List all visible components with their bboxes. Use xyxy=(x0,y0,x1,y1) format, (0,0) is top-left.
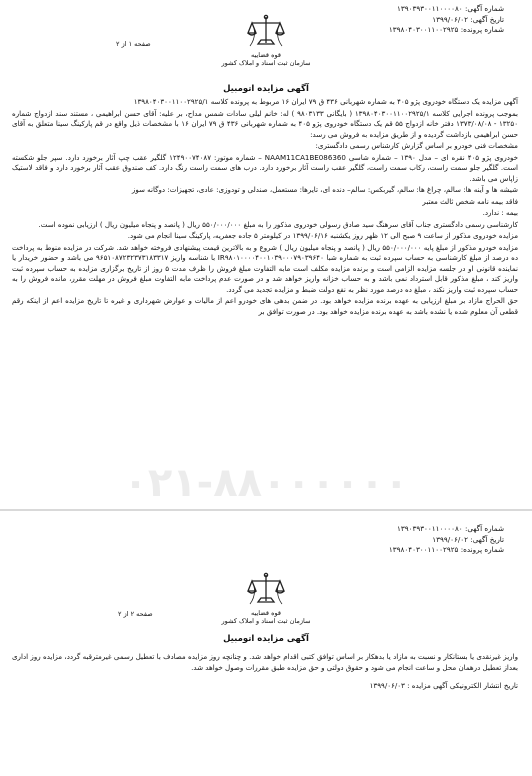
paragraph: بموجب پرونده اجرایی کلاسه ۱۳۹۸۰۴۰۳۰۰۱۱۰۰۲۹۲۵/۱ ( بایگانی ۹۸۰۳۱۳۳ ) له: خانم لیلی سادات شمس مداح، بر علیه: آقای حسن ابراهیمی ، مستند سند ازدواج شماره ۱۳۲۵۰ - ۱۳۷۳/۰۸/۰۸ دفتر خانه ازدواج ۵۵ قم یک دستگاه خودروی پژو ۴۰۵ به شماره شهربانی ۴۳۶ ق ۷۹ ایران ۱۶ با مشخصات ذیل واقع در قم پارکینگ سینا متعلق به آقای حسن ابراهیمی بازداشت گردیده و از طریق مزایده به فروش می رسد: xyxy=(12,108,519,139)
phone-watermark: ۰۲۱-۸۸۰۰۰۰۰۰ xyxy=(123,460,409,506)
notice-number: شماره آگهی: ۱۳۹۰۳۹۳۰۰۱۱۰۰۰۰۸۰ xyxy=(397,4,504,13)
paragraph: خودروی پژو ۴۰۵ نقره ای – مدل ۱۳۹۰ – شماره شاسی NAAM11CA1BE086360 – شماره موتور: ۱۲۴۹۰۰۷۴۰۸۷ گلگیر عقب چپ آثار برخورد دارد. سپر جلو شکسته است. گلگیر جلو سمت راست، رکاب سمت راست، گلگیر عقب راست آثار برخورد دارد. درب های سمت راست رنگ دارد. کف صندوق عقب آثار برخورد دارد و فاقد لاستیک زاپاس می باشد. xyxy=(12,152,518,183)
notice-body xyxy=(12,97,518,318)
notice-meta xyxy=(389,524,504,556)
paragraph: فاقد بیمه نامه شخص ثالث معتبر xyxy=(422,196,518,206)
paragraph: مزایده خودرو مذکور از مبلغ پایه ۵۵۰/۰۰۰/۰۰۰ ریال ( پانصد و پنجاه میلیون ریال ) شروع و به بالاترین قیمت پیشنهادی فروخته خواهد شد. شرکت در مزایده منوط به پرداخت ده درصد از مبلغ کارشناسی به حساب سپرده ثبت به شماره شبا IR۹۸۰۱۰۰۰۰۴۰۰۱۰۳۹۰۰۰۷۹۰۳۹۶۴۰ با شناسه واریز ۹۶۵۱۰۸۷۲۳۲۳۷۳۱۸۳۳۱۷ می باشد و حضور خریدار یا نماینده قانونی او در جلسه مزایده الزامی است و برنده مزایده مکلف است مابه التفاوت مبلغ فروش را ظرف مدت ۵ روز از تاریخ برگزاری مزایده به حساب سپرده ثبت واریز کند ، مبلغ مذکور قابل استرداد نمی باشد و به حساب خزانه واریز خواهد شد و در صورت عدم پرداخت مابه التفاوت مبلغ فروش در مهلت مقرر، مانده فروش را به حساب سپرده ثبت واریز نکند ، مبلغ ده درصد مورد نظر به نفع دولت ضبط و مزایده تجدید می گردد. xyxy=(12,242,519,294)
paragraph: مشخصات فنی خودرو بر اساس گزارش کارشناس رسمی دادگستری: xyxy=(315,141,518,150)
notice-body xyxy=(12,652,518,693)
page-number: صفحه ۱ از ۲ xyxy=(116,40,151,48)
paragraph: مزایده خودروی مذکور از ساعت ۹ صبح الی ۱۲ ظهر روز یکشنبه ۱۳۹۹/۰۶/۱۶ در کیلومتر ۵ جاده جعفریه، پارکینگ سینا انجام می شود. xyxy=(127,231,518,240)
page-number: صفحه ۲ از ۲ xyxy=(118,610,153,618)
org-name-judiciary: قوه قضاییه xyxy=(251,609,281,617)
notice-title: آگهی مزایده اتومبیل xyxy=(223,634,309,644)
notice-sheet-2 xyxy=(6,512,526,776)
notice-sheet-1 xyxy=(6,0,526,510)
paragraph: شیشه ها و آینه ها: سالم، چراغ ها: سالم، گیربکس: سالم– دنده ای، تایرها: مستعمل، صندلی و تودوزی: عادی، تجهیزات: دوگانه سوز xyxy=(131,185,518,194)
notice-number: شماره آگهی: ۱۳۹۰۳۹۳۰۰۱۱۰۰۰۰۸۰ xyxy=(397,524,504,533)
judiciary-logo xyxy=(206,14,326,67)
paragraph: بیمه : ندارد. xyxy=(482,208,518,217)
paragraph: آگهی مزایده یک دستگاه خودروی پژو ۴۰۵ به شماره شهربانی ۴۳۶ ق ۷۹ ایران ۱۶ مربوط به پرونده کلاسه ۱۳۹۸۰۴۰۳۰۰۱۱۰۰۲۹۲۵/۱ xyxy=(133,97,518,106)
scales-of-justice-icon xyxy=(246,14,286,50)
paragraph: حق الحراج مازاد بر مبلغ ارزیابی به عهده برنده مزایده خواهد بود. در ضمن بدهی های خودرو اعم از مالیات و عوارض شهرداری و غیره تا تاریخ مزایده اعم از اینکه رقم قطعی آن معلوم شده یا نشده باشد به عهده برنده مزایده خواهد بود. در صورت توافق بر xyxy=(12,296,518,316)
notice-date: تاریخ آگهی: ۱۳۹۹/۰۶/۰۲ xyxy=(432,534,504,544)
paragraph: واریز غیرنقدی یا بستانکار و نسبت به مازاد یا بدهکار بر اساس توافق کتبی اقدام خواهد شد. و چنانچه روز مزایده مصادف با تعطیل رسمی غیرمترقبه گردد، مزایده روز اداری بعداز تعطیل درهمان محل و ساعت انجام می شود و حقوق دولتی و حق مزایده طبق مقررات وصول خواهد شد. xyxy=(12,652,518,672)
org-name-registry: سازمان ثبت اسناد و املاک کشور xyxy=(221,59,311,67)
org-name-judiciary: قوه قضاییه xyxy=(251,51,281,59)
publication-date: تاریخ انتشار الکترونیکی آگهی مزایده : ۱۳۹۹/۰۶/۰۳ xyxy=(369,681,518,690)
scales-of-justice-icon xyxy=(246,572,286,608)
notice-title: آگهی مزایده اتومبیل xyxy=(223,84,309,94)
case-number: شماره پرونده: ۱۳۹۸۰۴۰۳۰۰۱۱۰۰۲۹۲۵ xyxy=(388,545,504,554)
judiciary-logo xyxy=(206,572,326,625)
paragraph: کارشناسی رسمی دادگستری جناب آقای سرهنگ سید صادق رسولی خودروی مذکور را به مبلغ ۵۵۰/۰۰۰/۰۰۰ ریال ( پانصد و پنجاه میلیون ریال ) ارزیابی نموده است. xyxy=(38,219,518,229)
org-name-registry: سازمان ثبت اسناد و املاک کشور xyxy=(221,617,311,625)
notice-meta xyxy=(389,4,504,36)
case-number: شماره پرونده: ۱۳۹۸۰۴۰۳۰۰۱۱۰۰۲۹۲۵ xyxy=(388,25,504,34)
notice-date: تاریخ آگهی: ۱۳۹۹/۰۶/۰۲ xyxy=(432,14,504,24)
sheet-divider xyxy=(0,509,532,511)
